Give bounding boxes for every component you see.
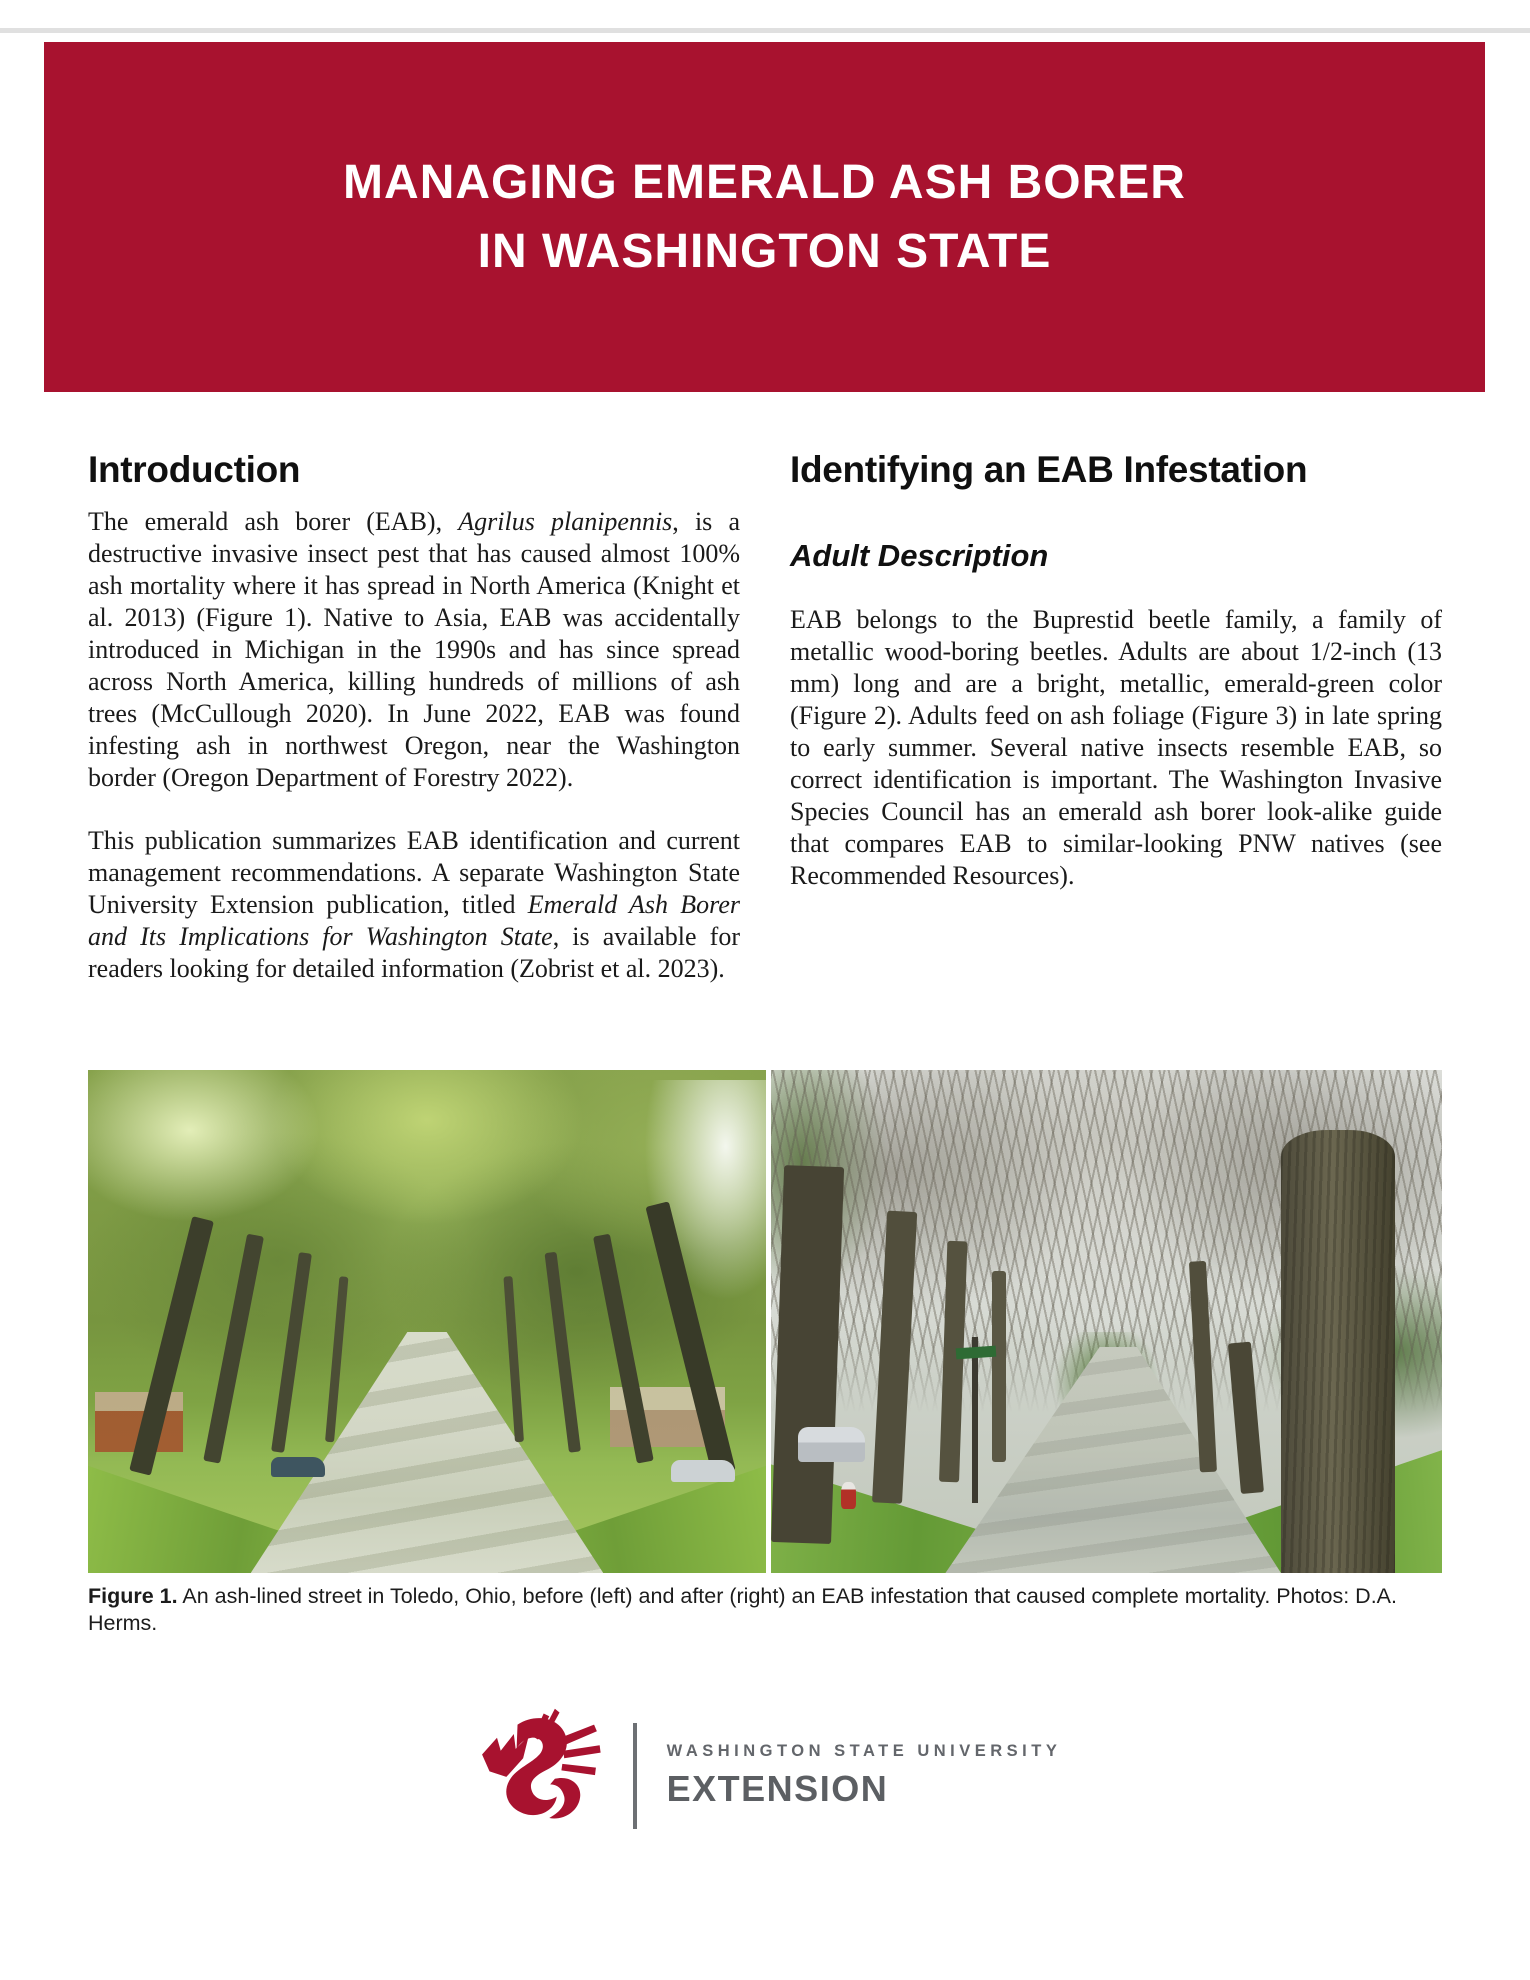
page-top-border: [0, 28, 1530, 33]
adult-description-paragraphs: EAB belongs to the Buprestid beetle family, a family of metallic wood-boring beetles. Adults are about 1/2-inch (13 mm) long and are a bright, metallic, emerald-green color (Figure 2). Adults feed on ash foliage (Figure 3) in late spring to early summer. Several native insects resemble EAB, so correct identification is important. The Washington Invasive Species Council has an emerald ash borer look-alike guide that compares EAB to similar-looking PNW natives (see Recommended Resources).: [790, 605, 1442, 890]
title-line-2: IN WASHINGTON STATE: [477, 225, 1052, 278]
tree-trunk: [325, 1276, 348, 1442]
logo-divider: [633, 1723, 637, 1829]
logo-unit-name: EXTENSION: [666, 1768, 889, 1809]
introduction-section: [88, 448, 740, 1016]
figure1-caption: Figure 1. An ash-lined street in Toledo, Ohio, before (left) and after (right) an EAB infestation that caused complete mortality. Photos: D.A. Herms.: [88, 1584, 1397, 1635]
wsu-extension-logo: [0, 1700, 1530, 1852]
tree-trunk: [504, 1276, 525, 1442]
foreground-tree-trunk: [1281, 1130, 1395, 1573]
parked-car-dark: [271, 1457, 325, 1477]
street-sign: [955, 1345, 996, 1359]
logo-university-name: WASHINGTON STATE UNIVERSITY: [666, 1742, 1062, 1760]
tree-trunk: [203, 1234, 264, 1464]
introduction-paragraphs: The emerald ash borer (EAB), Agrilus planipennis, is a destructive invasive insect pest that has caused almost 100% ash mortality where it has spread in North America (Knight et al. 2013) (Figure 1). Native to Asia, EAB was accidentally introduced in Michigan in the 1990s and has since spread across North America, killing hundreds of millions of ash trees (McCullough 2020). In June 2022, EAB was found infesting ash in northwest Oregon, near the Washington border (Oregon Department of Forestry 2022). This publication summarizes EAB identification and current management recommendations. A separate Washington State University Extension publication, titled Emerald Ash Borer and Its Implications for Washington State, is available for readers looking for detailed information (Zobrist et al. 2023).: [88, 507, 740, 983]
parked-car-silver: [671, 1460, 735, 1483]
parked-minivan: [798, 1427, 865, 1462]
identifying-heading: Identifying an EAB Infestation: [790, 449, 1308, 490]
adult-description-subheading: Adult Description: [790, 538, 1049, 573]
sign-pole: [972, 1337, 978, 1503]
wsu-cougar-logo-icon: [469, 1704, 609, 1848]
tree-trunk: [271, 1252, 312, 1453]
logo-text: [667, 1742, 1062, 1810]
identifying-section: [790, 448, 1442, 923]
fire-hydrant: [841, 1482, 856, 1508]
tree-trunk: [545, 1252, 581, 1453]
dead-tree-trunk: [992, 1271, 1005, 1462]
introduction-heading: Introduction: [88, 449, 301, 490]
photo-before-infestation: [88, 1070, 766, 1573]
photo-after-infestation: [771, 1070, 1442, 1573]
title-banner: [44, 42, 1485, 392]
street: [251, 1332, 604, 1573]
title-line-1: MANAGING EMERALD ASH BORER: [343, 156, 1186, 209]
